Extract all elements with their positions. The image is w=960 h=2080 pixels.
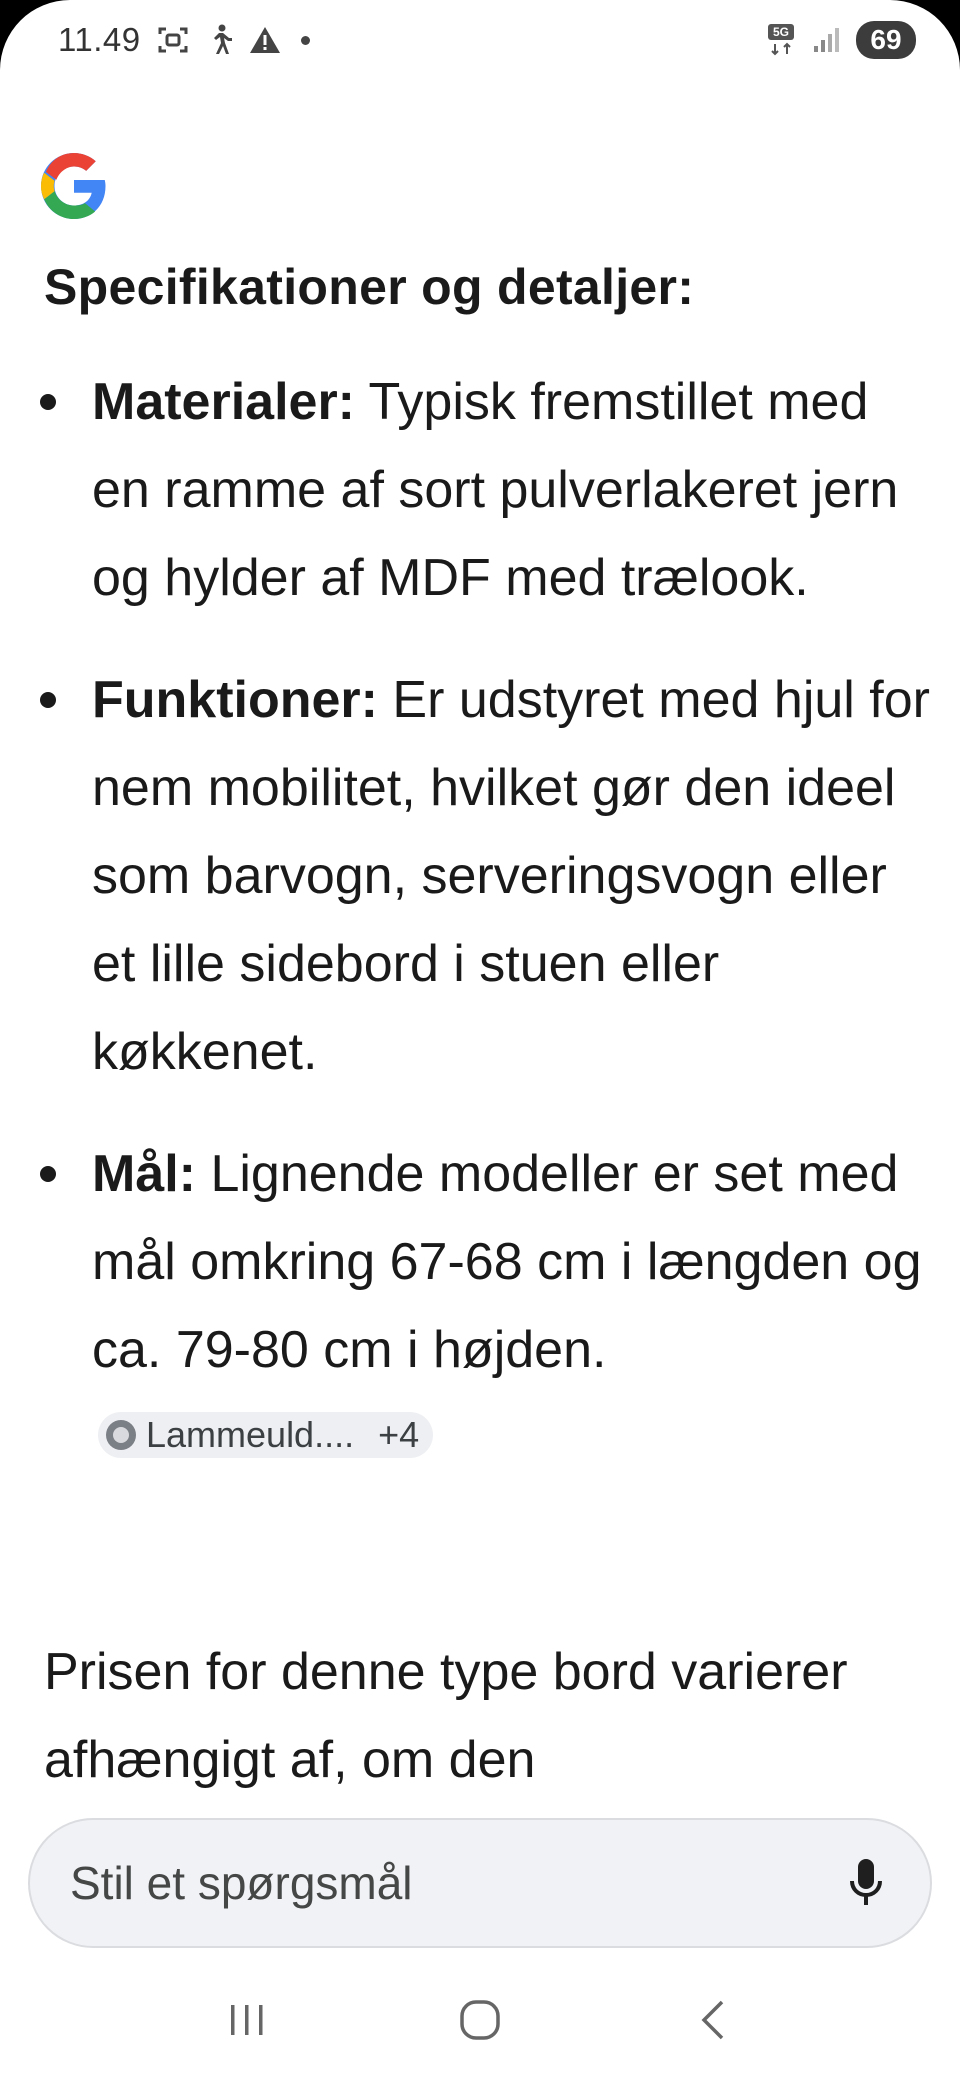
bullet-term: Funktioner: — [92, 671, 378, 729]
walking-icon — [205, 24, 233, 56]
recent-apps-icon[interactable] — [207, 1980, 287, 2060]
clock-time: 11.49 — [58, 21, 141, 58]
list-item-functions — [0, 656, 960, 1096]
spec-list — [0, 358, 960, 1482]
notification-dot — [301, 36, 310, 45]
bullet-text: Lignende modeller er set med mål omkring 67-68 cm i længden og ca. 79-80 cm i højden. — [92, 1145, 922, 1379]
battery-indicator: 69 — [856, 21, 916, 59]
status-bar-left — [58, 21, 310, 59]
status-bar — [0, 0, 960, 80]
bullet-text: Typisk fremstillet med en ramme af sort pulverlakeret jern og hylder af MDF med trælook. — [92, 373, 899, 607]
screenshot-icon — [157, 25, 189, 55]
signal-icon — [812, 26, 840, 54]
ask-bar — [28, 1818, 932, 1948]
back-icon[interactable] — [673, 1980, 753, 2060]
home-icon[interactable] — [440, 1980, 520, 2060]
warning-icon — [249, 26, 281, 54]
list-item-dimensions — [0, 1130, 960, 1482]
bullet-term: Mål: — [92, 1145, 196, 1203]
ask-input[interactable] — [68, 1855, 846, 1911]
bullet-term: Materialer: — [92, 373, 355, 431]
svg-text:5G: 5G — [772, 25, 790, 39]
source-favicon-icon — [106, 1420, 136, 1450]
list-item-materials — [0, 358, 960, 622]
answer-paragraph: Prisen for denne type bord varierer afhængigt af, om den — [44, 1643, 848, 1789]
answer-heading: Specifikationer og detaljer: — [44, 259, 695, 315]
source-chip-label: Lammeuld.... — [146, 1414, 355, 1456]
network-5g-icon — [766, 22, 796, 58]
navigation-bar — [0, 1960, 960, 2080]
microphone-icon[interactable] — [846, 1855, 886, 1911]
bullet-text: Er udstyret med hjul for nem mobilitet, hvilket gør den ideel som barvogn, serveringsvogn eller et lille sidebord i stuen eller køkkenet. — [92, 671, 930, 1081]
source-chip[interactable] — [98, 1412, 433, 1458]
source-chip-more: +4 — [378, 1414, 420, 1456]
status-bar-right — [766, 21, 916, 59]
google-g-logo[interactable] — [38, 150, 110, 222]
